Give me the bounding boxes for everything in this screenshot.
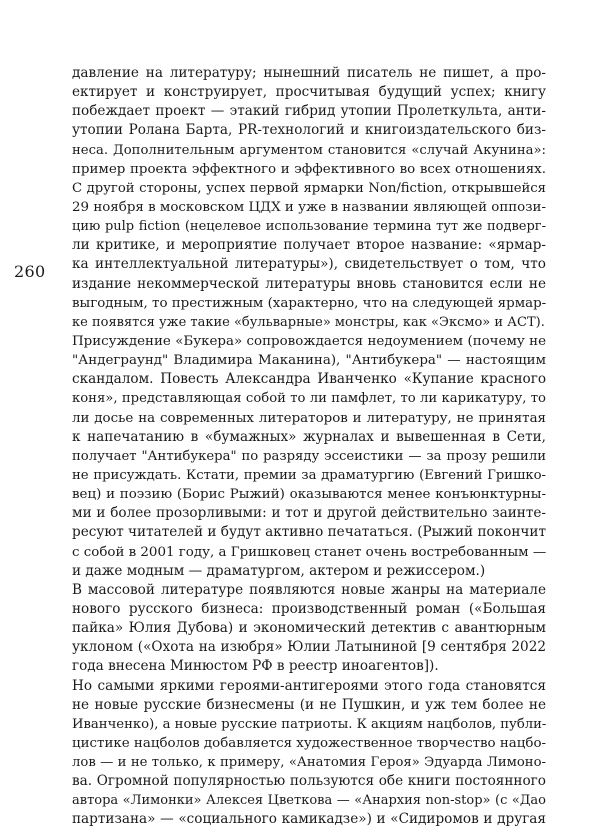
text-line: не присуждать. Кстати, премии за драматургию (Евгений Гришко- — [72, 467, 546, 483]
text-line: ке появятся уже такие «бульварные» монстры, как «Эксмо» и АСТ). — [72, 314, 545, 330]
text-line: года внесена Минюстом РФ в реестр иноагентов]). — [72, 658, 439, 675]
text-line: коня», представляющая собой то ли памфлет, то ли карикатуру, то — [72, 391, 546, 407]
text-line: В массовой литературе появляются новые жанры на материале — [72, 581, 546, 598]
text-line: "Андеграунд" Владимира Маканина), "Антибукера" — настоящим — [72, 353, 546, 369]
text-line: цистике нацболов добавляется художественное творчество нацбо- — [72, 735, 547, 751]
text-line: лов — и не только, к примеру, «Анатомия Героя» Эдуарда Лимоно- — [72, 755, 546, 771]
text-line: ресуют читателей и будут активно печататься. (Рыжий покончит — [72, 524, 546, 541]
text-line: получает "Антибукера" по разряду эссеистики — за прозу решили — [72, 448, 546, 464]
text-line: давление на литературу; нынешний писатель не пишет, а про- — [72, 65, 546, 81]
text-line: скандалом. Повесть Александра Иванченко «Купание красного — [72, 371, 546, 388]
text-line: ектирует и конструирует, просчитывая будущий успех; книгу — [72, 84, 546, 101]
text-line: С другой стороны, успех первой ярмарки Non/fiction, открывшейся — [72, 180, 546, 196]
text-line: выгодным, то престижным (характерно, что на следующей ярмар- — [72, 295, 547, 311]
text-line: и даже модным — драматургом, актером и режиссером.) — [72, 562, 486, 579]
text-line: утопии Ролана Барта, PR-технологий и книгоиздательского биз- — [72, 122, 546, 139]
body-text — [72, 64, 546, 830]
text-line: ми и более прозорливыми: и тот и другой действительно заинте- — [72, 505, 546, 522]
text-line: ва. Огромной популярностью пользуются обе книги постоянного — [72, 773, 546, 790]
text-line: Иванченко), а новые русские патриоты. К акциям нацболов, публи- — [72, 716, 547, 732]
text-line: с собой в 2001 году, а Гришковец станет очень востребованным — — [72, 544, 547, 560]
text-line: ли критике, и мероприятие получает второе название: «ярмар- — [72, 237, 546, 254]
text-line: не новые русские бизнесмены (и не Пушкин, и уж тем более не — [72, 696, 546, 713]
text-line: 29 ноября в московском ЦДХ и уже в названии являющей оппози- — [72, 199, 546, 215]
text-line: Присуждение «Букера» сопровождается недоумением (почему не — [72, 333, 546, 349]
text-line: издание некоммерческой литературы вновь становится если не — [72, 275, 546, 292]
text-line: побеждает проект — этакий гибрид утопии Пролеткульта, анти- — [72, 103, 546, 120]
text-line: вец) и поэзию (Борис Рыжий) оказываются менее конъюнктурны- — [72, 487, 546, 503]
text-line: партизана» — «социального камикадзе») и «Сидиромов и другая — [72, 811, 546, 828]
text-line: к напечатанию в «бумажных» журналах и вывешенная в Сети, — [72, 428, 546, 445]
page-number: 260 — [14, 262, 46, 281]
text-line: ка интеллектуальной литературы»), свидетельствует о том, что — [72, 256, 546, 273]
text-line: автора «Лимонки» Алексея Цветкова — «Анархия non-stop» (с «Дао — [72, 793, 546, 809]
text-line: пайка» Юлия Дубова) и экономический детектив с авантюрным — [72, 620, 546, 637]
text-line: неса. Дополнительным аргументом становится «случай Акунина»: — [72, 142, 546, 158]
text-line: цию pulp fiction (нецелевое использование термина тут же подверг- — [72, 219, 546, 235]
text-line: Но самыми яркими героями-антигероями этого года становятся — [72, 677, 546, 694]
text-line: ли досье на современных литераторов и литературу, не принятая — [72, 410, 546, 426]
text-line: уклоном («Охота на изюбря» Юлии Латыниной [9 сентября 2022 — [72, 639, 546, 656]
text-line: нового русского бизнеса: производственный роман («Большая — [72, 600, 546, 617]
text-line: пример проекта эффектного и эффективного во всех отношениях. — [72, 161, 546, 177]
